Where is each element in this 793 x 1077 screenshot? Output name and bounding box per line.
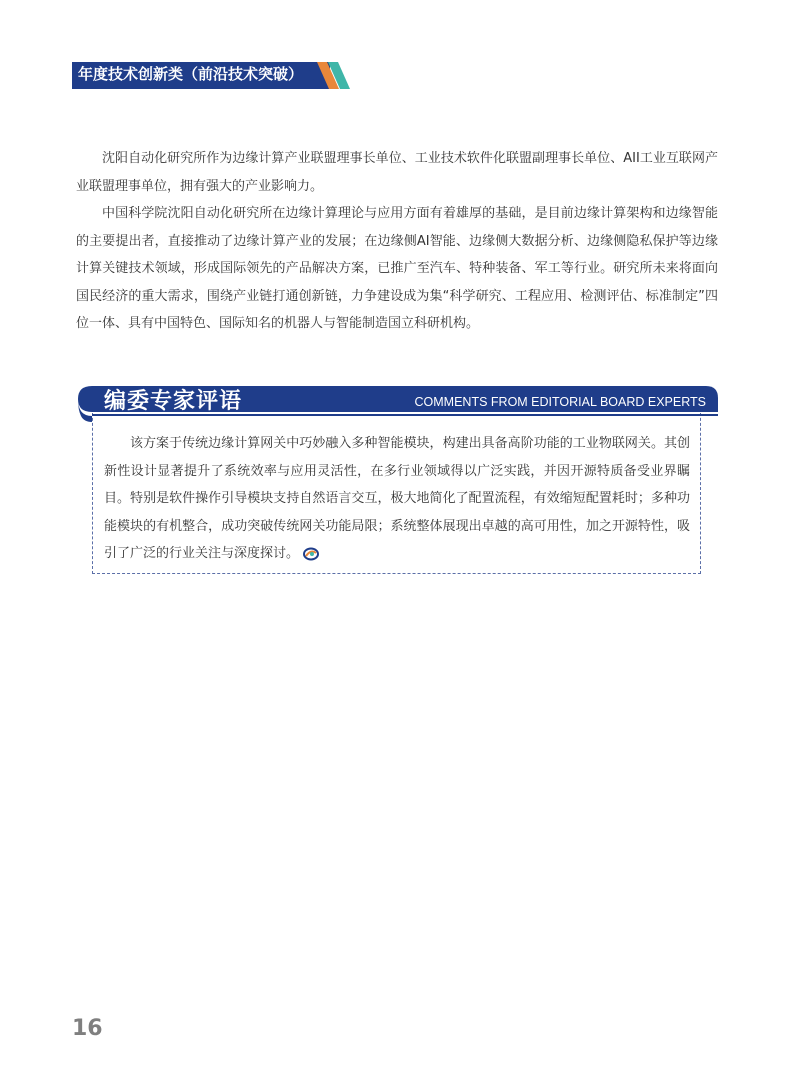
section-title: 年度技术创新类（前沿技术突破）: [78, 65, 304, 83]
comment-title-english: COMMENTS FROM EDITORIAL BOARD EXPERTS: [414, 395, 706, 409]
page-number: 16: [72, 1016, 103, 1041]
decorative-stripes-icon: [300, 62, 350, 89]
body-text: [76, 145, 718, 338]
section-title-underline: [72, 87, 330, 89]
comment-header: [78, 386, 718, 422]
comment-title: 编委专家评语: [104, 389, 243, 414]
comment-text-block: [104, 430, 690, 568]
swirl-logo-icon: [303, 547, 319, 561]
section-title-tag: [72, 62, 330, 87]
body-paragraph-1: 沈阳自动化研究所作为边缘计算产业联盟理事长单位、工业技术软件化联盟副理事长单位、AII工业互联网产业联盟理事单位，拥有强大的产业影响力。: [76, 151, 718, 194]
comment-text: 该方案于传统边缘计算网关中巧妙融入多种智能模块，构建出具备高阶功能的工业物联网关。其创新性设计显著提升了系统效率与应用灵活性，在多行业领域得以广泛实践，并因开源特质备受业界瞩目。特别是软件操作引导模块支持自然语言交互，极大地简化了配置流程，有效缩短配置耗时；多种功能模块的有机整合，成功突破传统网关功能局限；系统整体展现出卓越的高可用性，加之开源特性，吸引了广泛的行业关注与深度探讨。: [104, 436, 690, 561]
body-paragraph-2: 中国科学院沈阳自动化研究所在边缘计算理论与应用方面有着雄厚的基础，是目前边缘计算架构和边缘智能的主要提出者，直接推动了边缘计算产业的发展；在边缘侧AI智能、边缘侧大数据分析、边缘侧隐私保护等边缘计算关键技术领域，形成国际领先的产品解决方案，已推广至汽车、特种装备、军工等行业。研究所未来将面向国民经济的重大需求，围绕产业链打通创新链，力争建设成为集“科学研究、工程应用、检测评估、标准制定”四位一体、具有中国特色、国际知名的机器人与智能制造国立科研机构。: [76, 206, 718, 331]
